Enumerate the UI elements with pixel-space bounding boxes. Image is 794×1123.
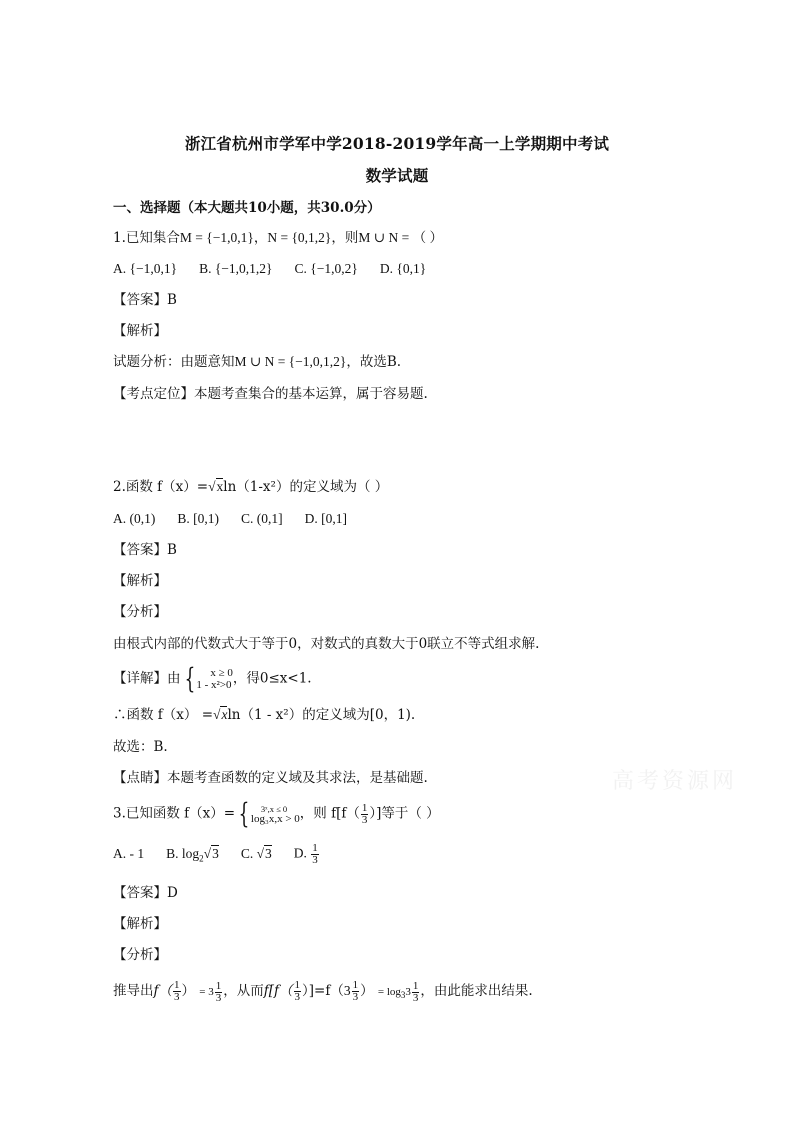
question-3-analysis-heading: 【解析】 xyxy=(113,916,167,932)
question-3-derivation: 推导出f（ $\frac{1}{3}$ ） = 3 $\frac{1}{3}$ ，从而f[f（ $\frac{1}{3}$ ）]=f（3 $\frac{1}{3}$ ） = $\log_33$ $\frac{1}{3}$ ，由此能求出结果. xyxy=(113,979,533,1004)
fraction-one-third: $\frac{1}{3}$ xyxy=(361,801,368,826)
option-d: D. [0,1] xyxy=(304,511,347,526)
option-a: A. (0,1) xyxy=(113,511,156,526)
question-1-analysis-heading: 【解析】 xyxy=(113,323,167,339)
question-2-answer: 【答案】B xyxy=(113,542,177,558)
question-2-choose: 故选：B. xyxy=(113,739,168,755)
document-title: 浙江省杭州市学军中学2018-2019学年高一上学期期中考试 xyxy=(184,134,610,153)
section-heading: 一、选择题（本大题共10小题，共30.0分） xyxy=(113,200,381,216)
question-2-fenxi: 由根式内部的代数式大于等于0，对数式的真数大于0联立不等式组求解. xyxy=(113,636,540,652)
question-2-comment: 【点睛】本题考查函数的定义域及其求法，是基础题. xyxy=(113,770,428,786)
question-2-fenxi-heading: 【分析】 xyxy=(113,604,167,620)
question-3-stem: 3.已知函数 f（x）= { 3ˣ,x ≤ 0 log₃x,x > 0 ，则 f[f（ $\frac{1}{3}$ ）]等于（ ） xyxy=(113,797,440,830)
question-3-fenxi-heading: 【分析】 xyxy=(113,947,167,963)
option-c: C. (0,1] xyxy=(241,511,283,526)
option-a: A. - 1 xyxy=(113,845,145,861)
question-2-stem: 2.函数 f（x）=√xln（1-x²）的定义域为（ ） xyxy=(113,479,389,495)
option-c: C. √3 xyxy=(240,845,272,861)
question-3-answer: 【答案】D xyxy=(113,885,178,901)
option-b: B. $\log_2√3$ xyxy=(166,845,219,864)
option-b: B. [0,1) xyxy=(177,511,219,526)
question-1-stem: 1.已知集合M = {−1,0,1}，N = {0,1,2}，则M ∪ N = （ ） xyxy=(113,230,443,246)
question-2-options xyxy=(113,510,369,528)
question-2-detail: 【详解】由 { x ≥ 0 1 - x²>0 ，得0≤x<1. xyxy=(113,662,312,695)
option-b: B. {−1,0,1,2} xyxy=(199,261,273,276)
question-3-options xyxy=(113,843,342,867)
document-subtitle: 数学试题 xyxy=(365,166,429,185)
question-1-answer: 【答案】B xyxy=(113,292,177,308)
option-d: D. {0,1} xyxy=(379,261,427,276)
question-1-knowledge-point: 【考点定位】本题考查集合的基本运算，属于容易题. xyxy=(113,386,428,402)
option-c: C. {−1,0,2} xyxy=(294,261,358,276)
question-2-analysis-heading: 【解析】 xyxy=(113,573,167,589)
watermark: 高考资源网 xyxy=(612,769,738,794)
option-d: D. $\frac{1}{3}$ xyxy=(293,842,318,866)
question-1-analysis: 试题分析：由题意知M ∪ N = {−1,0,1,2}，故选B. xyxy=(113,354,402,370)
question-2-conclusion: ∴函数 f（x） =√xln（1 - x²）的定义域为[0，1). xyxy=(113,707,416,723)
option-a: A. {−1,0,1} xyxy=(113,261,178,276)
question-1-options xyxy=(113,260,448,278)
